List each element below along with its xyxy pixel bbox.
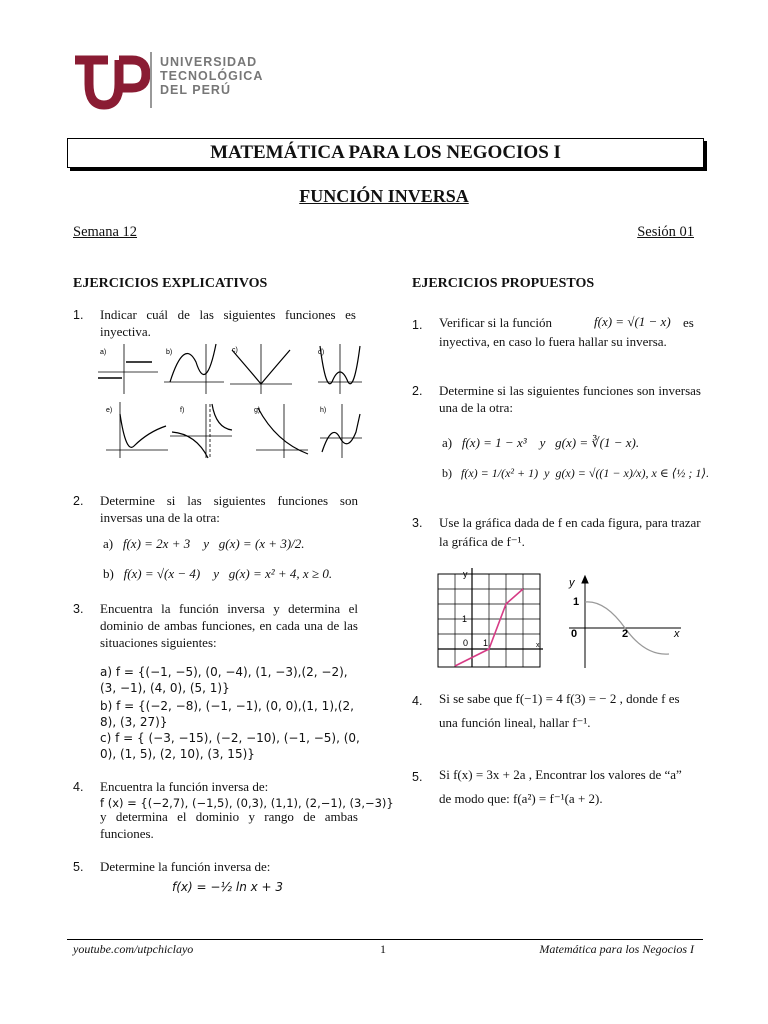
curve-y-label: y <box>569 577 575 589</box>
ex5-text: Determine la función inversa de: <box>100 859 271 874</box>
grid-graph <box>437 568 547 670</box>
p3-text2: la gráfica de f⁻¹. <box>439 534 525 549</box>
ex1-text: Indicar cuál de las siguientes funciones es inyectiva. <box>100 307 356 339</box>
ex4-text3: y determina el dominio y rango de ambas funciones. <box>100 809 358 841</box>
ex4-set: f (x) = {(−2,7), (−1,5), (0,3), (1,1), (2,−1), (3,−3)} <box>100 796 394 810</box>
footer-youtube: youtube.com/utpchiclayo <box>73 942 194 956</box>
graph-label-a: a) <box>100 349 107 356</box>
graph-label-f: f) <box>180 407 185 414</box>
p1-equation: f(x) = √(1 − x) <box>594 314 671 329</box>
p2-a: a) f(x) = 1 − x³ y g(x) = ∛(1 − x). <box>442 435 640 450</box>
ex1-number: 1. <box>73 308 84 322</box>
p1-text1: Verificar si la función <box>439 315 552 330</box>
footer-course: Matemática para los Negocios I <box>539 942 694 956</box>
p4-text2: una función lineal, hallar f⁻¹. <box>439 715 591 730</box>
graph-label-d: d) <box>318 349 325 356</box>
ex2-a: a) f(x) = 2x + 3 y g(x) = (x + 3)/2. <box>103 536 305 551</box>
ex3-a: a) f = {(−1, −5), (0, −4), (1, −3),(2, −2),(3, −1), (4, 0), (5, 1)} <box>100 665 348 695</box>
ex3-b: b) f = {(−2, −8), (−1, −1), (0, 0),(1, 1),(2, 8), (3, 27)} <box>100 699 354 729</box>
p1-text3: inyectiva, en caso lo fuera hallar su inversa. <box>439 334 667 349</box>
ex3-text: Encuentra la función inversa y determina el dominio de ambas funciones, en cada una de las situaciones siguientes: <box>100 601 358 650</box>
page-title: MATEMÁTICA PARA LOS NEGOCIOS I <box>67 138 704 168</box>
ex4-number: 4. <box>73 780 84 794</box>
p3-text1: Use la gráfica dada de f en cada figura, para trazar <box>439 515 701 530</box>
ex3-c: c) f = { (−3, −15), (−2, −10), (−1, −5), (0, 0), (1, 5), (2, 10), (3, 15)} <box>100 731 360 761</box>
utp-logo <box>70 50 152 112</box>
p3-number: 3. <box>412 516 423 530</box>
ex5-equation: f(x) = −½ ln x + 3 <box>172 880 284 894</box>
ex2-text: Determine si las siguientes funciones son inversas una de la otra: <box>100 493 358 525</box>
curve-two: 2 <box>622 628 629 640</box>
curve-one: 1 <box>573 596 580 608</box>
logo-divider <box>150 52 152 108</box>
footer-page-number: 1 <box>380 942 386 956</box>
graph-label-c: c) <box>232 347 238 354</box>
week-label: Semana 12 <box>73 224 138 240</box>
explicativos-heading: EJERCICIOS EXPLICATIVOS <box>73 276 268 291</box>
p2-number: 2. <box>412 384 423 398</box>
ex3-number: 3. <box>73 602 84 616</box>
p1-text2: es <box>683 315 694 330</box>
grid-y-label: y <box>463 569 468 579</box>
curve-zero: 0 <box>571 628 578 640</box>
graph-label-b: b) <box>166 349 173 356</box>
grid-x-label: x <box>536 642 540 649</box>
p5-text2: de modo que: f(a²) = f⁻¹(a + 2). <box>439 791 603 806</box>
footer-rule <box>67 939 703 940</box>
p2-b: b) f(x) = 1/(x² + 1) y g(x) = √((1 − x)/x), x ∈ ⟨½ ; 1⟩. <box>442 466 710 480</box>
p4-number: 4. <box>412 694 423 708</box>
graph-label-h: h) <box>320 407 327 414</box>
ex4-text1: Encuentra la función inversa de: <box>100 779 269 794</box>
grid-one-x: 1 <box>483 638 489 648</box>
page-subtitle: FUNCIÓN INVERSA <box>299 186 469 206</box>
ex5-number: 5. <box>73 860 84 874</box>
injectivity-graphs <box>96 342 364 460</box>
curve-graph <box>565 574 685 668</box>
p5-text1: Si f(x) = 3x + 2a , Encontrar los valores de “a” <box>439 767 682 782</box>
ex2-b: b) f(x) = √(x − 4) y g(x) = x² + 4, x ≥ 0. <box>103 566 333 581</box>
graph-label-g: g) <box>254 407 261 414</box>
p4-text1: Si se sabe que f(−1) = 4 f(3) = − 2 , donde f es <box>439 691 680 706</box>
curve-x-label: x <box>674 628 680 640</box>
session-label: Sesión 01 <box>637 224 694 240</box>
graph-label-e: e) <box>106 407 113 414</box>
p2-text: Determine si las siguientes funciones son inversas una de la otra: <box>439 383 701 415</box>
grid-zero: 0 <box>463 638 469 648</box>
propuestos-heading: EJERCICIOS PROPUESTOS <box>412 276 595 291</box>
ex2-number: 2. <box>73 494 84 508</box>
grid-one-y: 1 <box>462 614 468 624</box>
p5-number: 5. <box>412 770 423 784</box>
p1-number: 1. <box>412 318 423 332</box>
logo-text: UNIVERSIDAD TECNOLÓGICA DEL PERÚ <box>160 55 264 97</box>
